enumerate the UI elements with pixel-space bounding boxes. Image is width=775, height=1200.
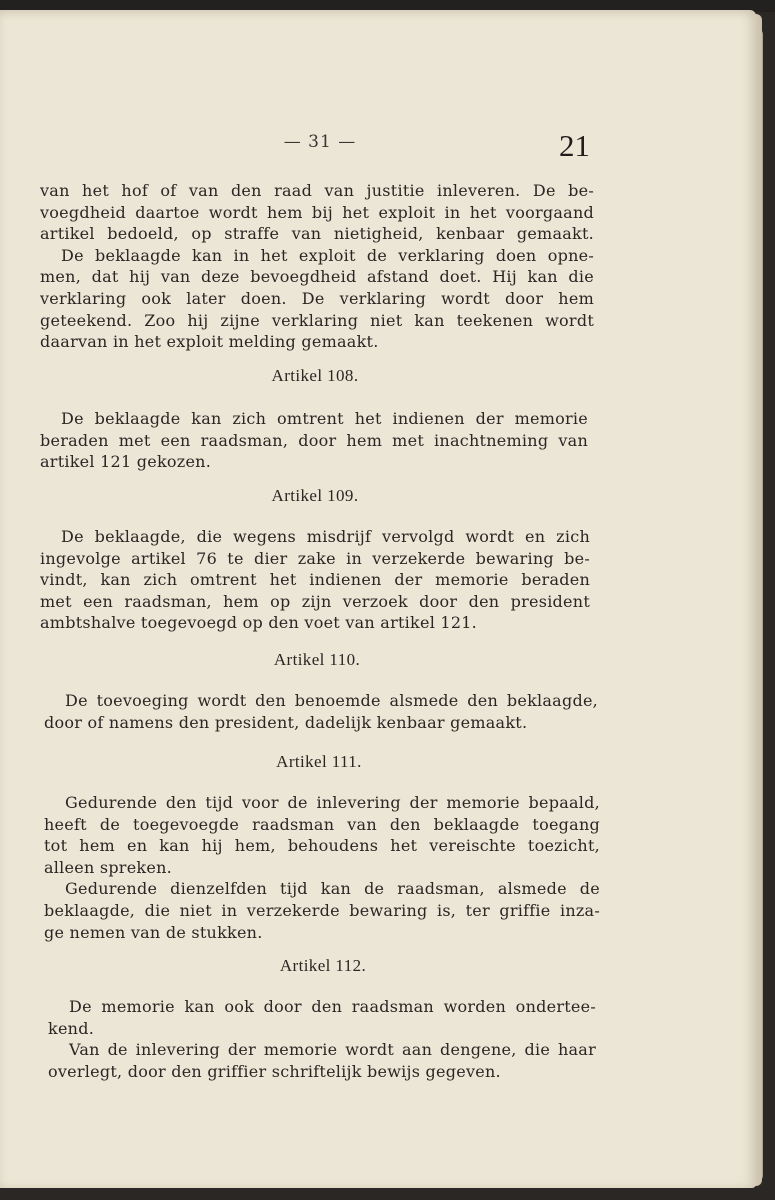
text-line: kend. [48, 1018, 95, 1038]
intro-paragraph-2 [40, 245, 594, 353]
text-line: tot hem en kan hij hem, behoudens het vereischte toezicht, [44, 836, 600, 856]
text-line: voegdheid daartoe wordt hem bij het exploit in het voorgaand [40, 202, 594, 222]
text-line: beklaagde, die niet in verzekerde bewaring is, ter griffie inza- [44, 900, 600, 920]
article-110-heading: Artikel 110. [273, 650, 361, 669]
article-110-text [44, 690, 598, 733]
text-line: De beklaagde, die wegens misdrijf vervolgd wordt en zich [61, 527, 590, 546]
text-line: De beklaagde kan zich omtrent het indienen der memorie [61, 409, 588, 428]
page-content [0, 10, 740, 1188]
article-108-heading: Artikel 108. [271, 366, 359, 385]
text-line: artikel bedoeld, op straffe van nietigheid, kenbaar gemaakt. [40, 224, 594, 244]
text-line: Gedurende den tijd voor de inlevering der memorie bepaald, [65, 793, 600, 812]
article-112-paragraph-1 [48, 996, 596, 1039]
article-108-paragraph [40, 408, 588, 473]
text-line: daarvan in het exploit melding gemaakt. [40, 332, 379, 352]
article-112-paragraph-2 [48, 1039, 596, 1082]
running-page-number: — 31 — [283, 132, 357, 152]
text-line: Van de inlevering der memorie wordt aan dengene, die haar [69, 1040, 596, 1060]
folio-number: 21 [559, 128, 590, 163]
article-111-paragraph-2 [44, 878, 600, 943]
text-line: ingevolge artikel 76 te dier zake in verzekerde bewaring be- [40, 548, 590, 568]
article-109-heading: Artikel 109. [271, 486, 359, 505]
intro-paragraph-1 [40, 180, 594, 245]
article-109-paragraph [40, 526, 590, 634]
text-line: ge nemen van de stukken. [44, 922, 263, 942]
text-line: geteekend. Zoo hij zijne verklaring niet kan teekenen wordt [40, 310, 594, 330]
article-112-text [48, 996, 596, 1082]
text-line: ambtshalve toegevoegd op den voet van artikel 121. [40, 613, 478, 633]
text-line: heeft de toegevoegde raadsman van den beklaagde toegang [44, 814, 600, 834]
text-line: Gedurende dienzelfden tijd kan de raadsman, alsmede de [65, 879, 600, 899]
text-line: De toevoeging wordt den benoemde alsmede den beklaagde, [65, 691, 598, 710]
text-line: De beklaagde kan in het exploit de verklaring doen opne- [61, 245, 594, 265]
text-line: alleen spreken. [44, 857, 172, 877]
intro-text [40, 180, 594, 353]
text-line: overlegt, door den griffier schriftelijk bewijs gegeven. [48, 1061, 501, 1081]
text-line: men, dat hij van deze bevoegdheid afstand doet. Hij kan die [40, 267, 594, 287]
article-109-text [40, 526, 590, 634]
text-line: van het hof of van den raad van justitie inleveren. De be- [40, 181, 594, 200]
article-108-text [40, 408, 588, 473]
article-111-heading: Artikel 111. [276, 752, 362, 771]
article-111-paragraph-1 [44, 792, 600, 878]
text-line: De memorie kan ook door den raadsman worden ondertee- [69, 997, 596, 1016]
text-line: door of namens den president, dadelijk kenbaar gemaakt. [44, 712, 528, 732]
article-110-paragraph [44, 690, 598, 733]
text-line: artikel 121 gekozen. [40, 452, 212, 472]
text-line: vindt, kan zich omtrent het indienen der memorie beraden [40, 570, 590, 590]
article-111-text [44, 792, 600, 943]
article-112-heading: Artikel 112. [279, 956, 367, 975]
text-line: beraden met een raadsman, door hem met inachtneming van [40, 430, 588, 450]
text-line: verklaring ook later doen. De verklaring wordt door hem [40, 288, 594, 308]
text-line: met een raadsman, hem op zijn verzoek door den president [40, 591, 590, 611]
